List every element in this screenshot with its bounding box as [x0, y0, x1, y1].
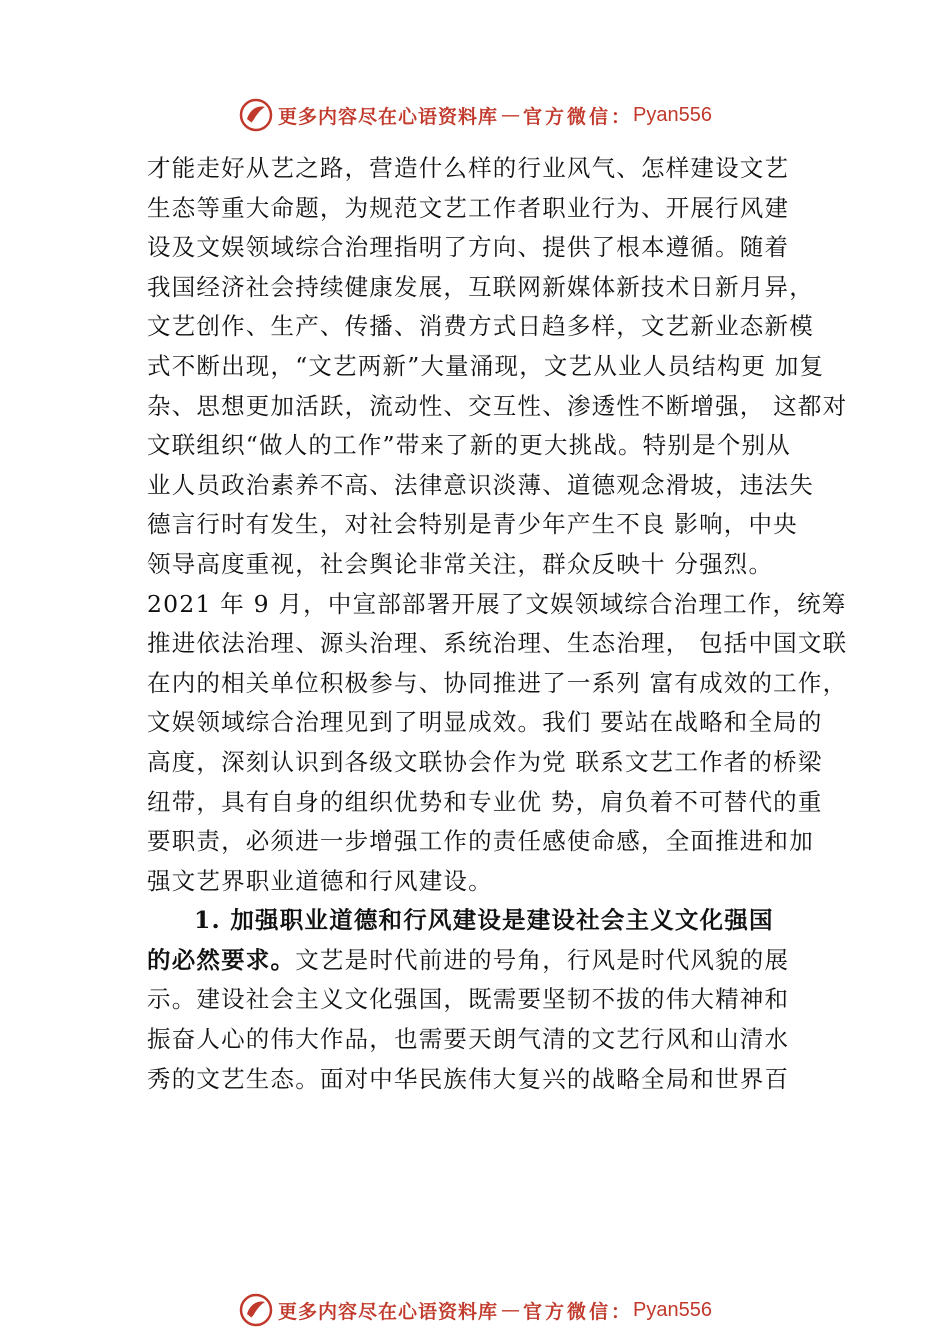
- header-official-label: 官方微信：: [523, 105, 634, 128]
- body-line: 秀的文艺生态。面对中华民族伟大复兴的战略全局和世界百: [147, 1064, 790, 1093]
- body-line: 在内的相关单位积极参与、协同推进了一系列 富有成效的工作，: [147, 668, 848, 697]
- body-line: 示。建设社会主义文化强国，既需要坚韧不拔的伟大精神和: [147, 985, 790, 1014]
- body-line: 设及文娱领域综合治理指明了方向、提供了根本遵循。随着: [147, 233, 790, 262]
- body-line: 推进依法治理、源头治理、系统治理、生态治理， 包括中国文联: [147, 629, 848, 658]
- body-line: 式不断出现，“文艺两新”大量涌现，文艺从业人员结构更 加复: [147, 351, 825, 380]
- section-heading-end: 的必然要求。: [147, 945, 296, 974]
- body-line: 要职责，必须进一步增强工作的责任感使命感，全面推进和加: [147, 827, 814, 856]
- body-line: 文联组织“做人的工作”带来了新的更大挑战。特别是个别从: [147, 431, 791, 460]
- footer-official-label: 官方微信：: [523, 1300, 634, 1323]
- body-line: 高度，深刻认识到各级文联协会作为党 联系文艺工作者的桥梁: [147, 747, 823, 776]
- brand-logo-icon: [238, 1292, 274, 1328]
- body-line: 我国经济社会持续健康发展，互联网新媒体新技术日新月异，: [147, 272, 814, 301]
- body-line: 纽带，具有自身的组织优势和专业优 势，肩负着不可替代的重: [147, 787, 823, 816]
- footer-wechat-id: Pyan556: [633, 1298, 712, 1321]
- body-line: 强文艺界职业道德和行风建设。: [147, 866, 493, 895]
- body-line: 文艺创作、生产、传播、消费方式日趋多样，文艺新业态新模: [147, 312, 814, 341]
- header-banner: [0, 95, 950, 135]
- section-text: 文艺是时代前进的号角，行风是时代风貌的展: [295, 945, 790, 974]
- body-line: 德言行时有发生，对社会特别是青少年产生不良 影响，中央: [147, 510, 798, 539]
- body-line: 文娱领域综合治理见到了明显成效。我们 要站在战略和全局的: [147, 708, 823, 737]
- footer-banner: [0, 1290, 950, 1330]
- section-heading: 1. 加强职业道德和行风建设是建设社会主义文化强国: [194, 906, 774, 935]
- body-line: 2021 年 9 月，中宣部部署开展了文娱领域综合治理工作，统筹: [147, 589, 847, 618]
- header-wechat-id: Pyan556: [633, 103, 712, 126]
- footer-brand-text: 更多内容尽在心语资料库: [278, 1300, 499, 1323]
- body-line: 业人员政治素养不高、法律意识淡薄、道德观念滑坡，违法失: [147, 470, 814, 499]
- header-separator: —: [501, 104, 521, 126]
- header-brand-text: 更多内容尽在心语资料库: [278, 105, 499, 128]
- body-line: 才能走好从艺之路，营造什么样的行业风气、怎样建设文艺: [147, 154, 790, 182]
- brand-logo-icon: [238, 97, 274, 133]
- document-body: [147, 149, 848, 1099]
- body-line: 生态等重大命题，为规范文艺工作者职业行为、开展行风建: [147, 193, 790, 222]
- footer-separator: —: [501, 1299, 521, 1321]
- section-heading-continuation: [147, 941, 837, 981]
- body-line: 振奋人心的伟大作品，也需要天朗气清的文艺行风和山清水: [147, 1025, 790, 1054]
- body-line: 领导高度重视，社会舆论非常关注，群众反映十 分强烈。: [147, 549, 774, 578]
- body-line: 杂、思想更加活跃，流动性、交互性、渗透性不断增强， 这都对: [147, 391, 848, 420]
